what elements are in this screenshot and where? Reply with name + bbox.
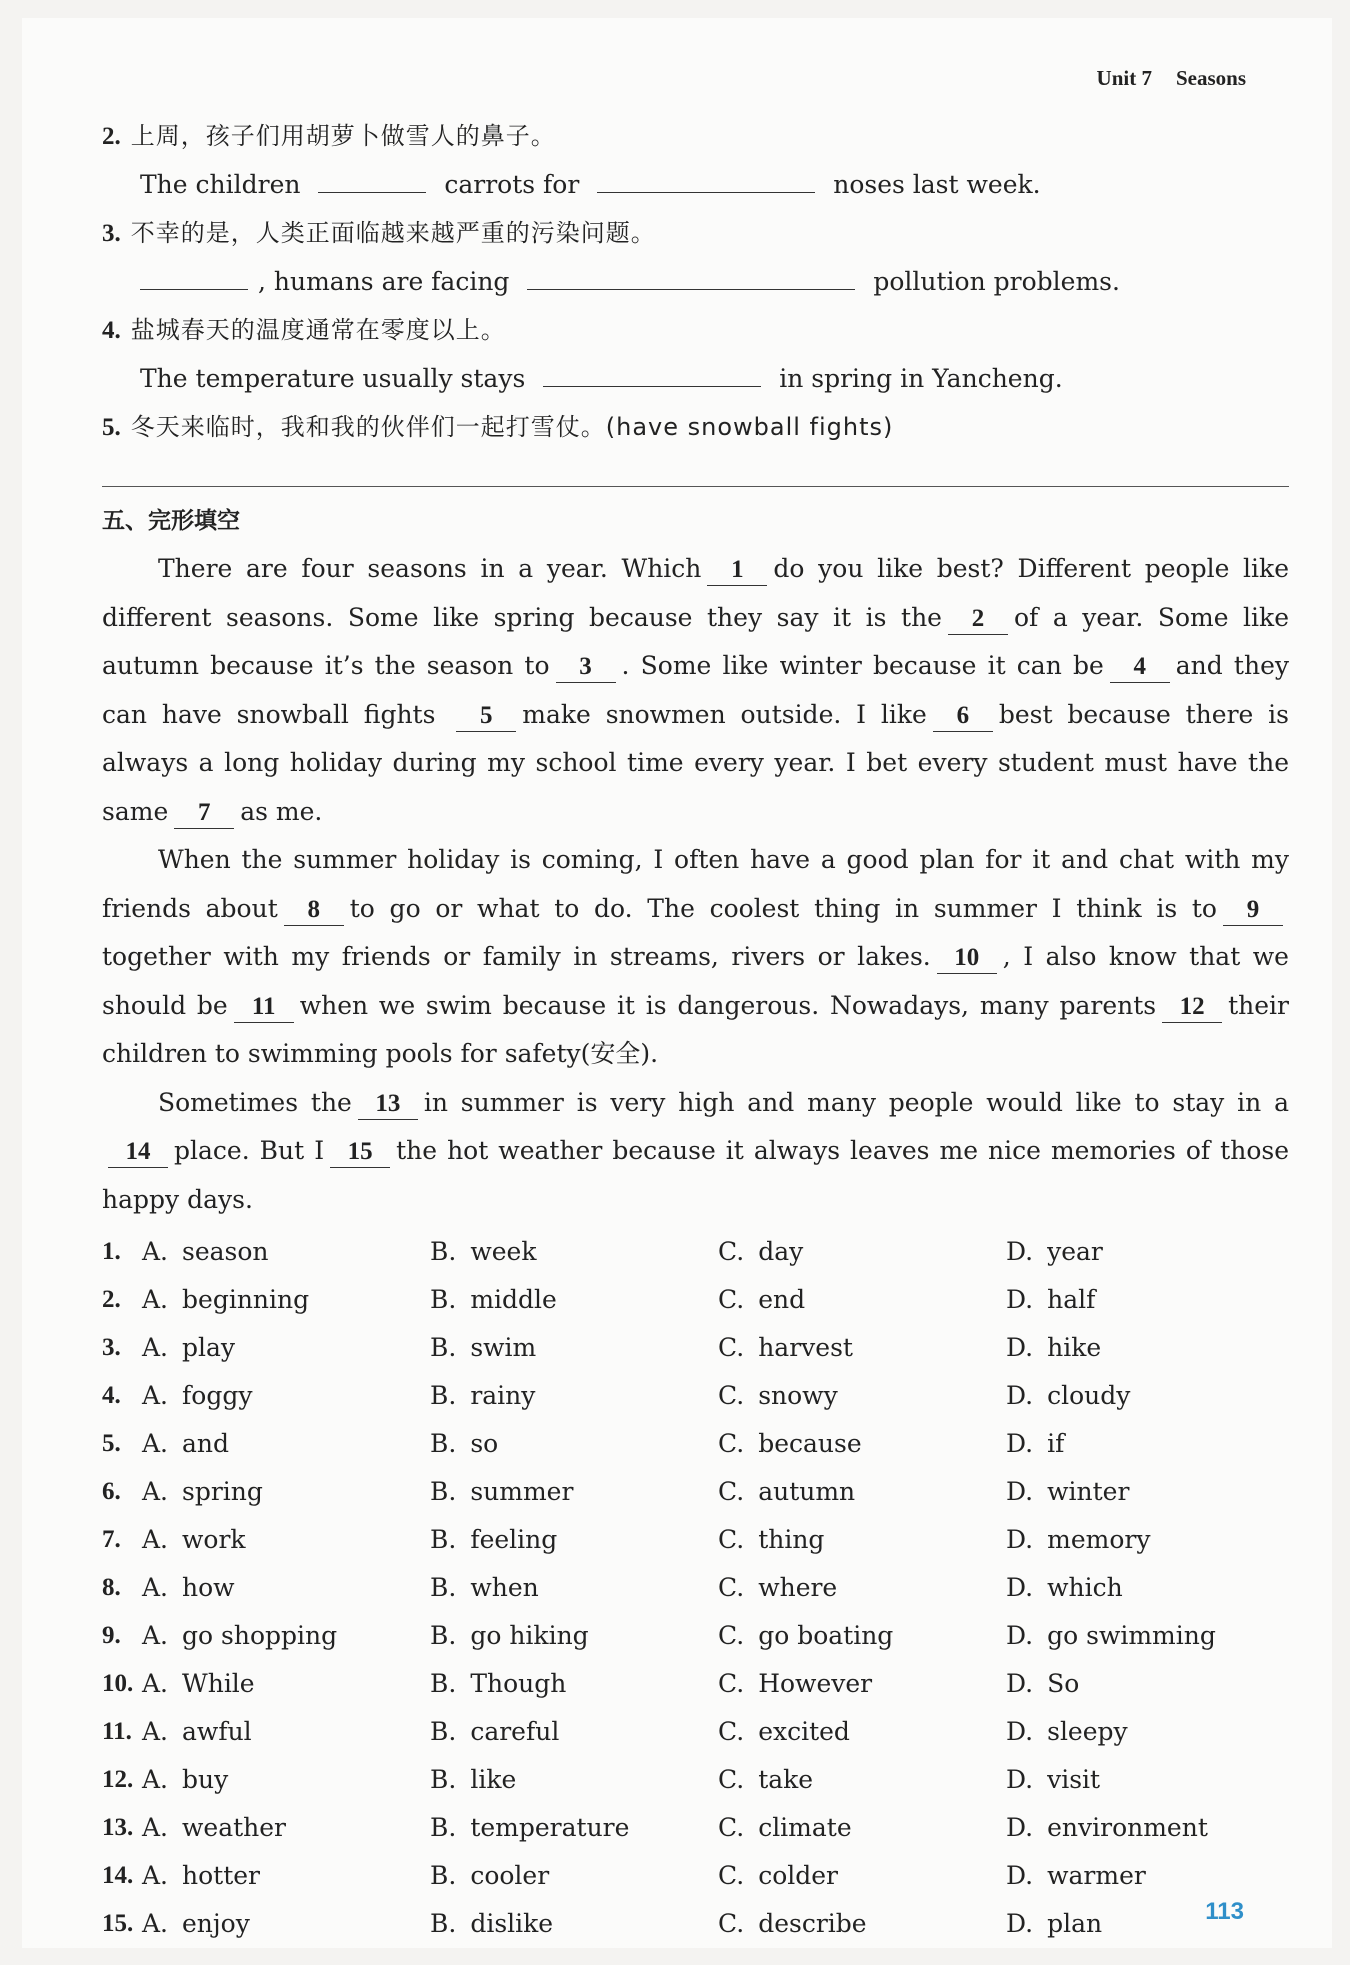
item-number: 2. xyxy=(102,123,121,150)
option-text: hike xyxy=(1047,1333,1102,1362)
option-c[interactable] xyxy=(718,1468,1006,1516)
options-list xyxy=(102,1228,1289,1948)
question-number: 1. xyxy=(102,1238,121,1265)
passage-text: make snowmen outside. I like xyxy=(522,699,927,729)
option-text: awful xyxy=(182,1717,252,1746)
option-row xyxy=(102,1612,1289,1660)
passage-text: as me. xyxy=(240,796,323,826)
option-letter: A. xyxy=(142,1669,169,1698)
option-letter: D. xyxy=(1006,1813,1034,1842)
option-text: dislike xyxy=(470,1909,554,1938)
option-letter: D. xyxy=(1006,1573,1034,1602)
question-number: 9. xyxy=(102,1622,121,1649)
chinese-sentence: 不幸的是，人类正面临越来越严重的污染问题。 xyxy=(130,219,656,247)
option-text: because xyxy=(758,1429,862,1458)
option-letter: C. xyxy=(718,1765,745,1794)
option-c[interactable] xyxy=(718,1756,1006,1804)
option-text: Though xyxy=(470,1669,567,1698)
option-letter: C. xyxy=(718,1621,745,1650)
option-letter: D. xyxy=(1006,1429,1034,1458)
passage-text: together with my friends or family in streams, rivers or lakes. xyxy=(102,942,931,971)
option-letter: A. xyxy=(142,1573,169,1602)
option-letter: A. xyxy=(142,1285,169,1314)
gap-12[interactable]: 12 xyxy=(1162,992,1222,1023)
option-text: spring xyxy=(182,1477,263,1506)
option-letter: C. xyxy=(718,1717,745,1746)
item-number: 5. xyxy=(102,414,121,441)
option-letter: D. xyxy=(1006,1237,1034,1266)
option-letter: B. xyxy=(430,1669,457,1698)
option-letter: B. xyxy=(430,1621,457,1650)
option-letter: D. xyxy=(1006,1765,1034,1794)
option-text: So xyxy=(1047,1669,1080,1698)
option-a[interactable] xyxy=(142,1228,430,1276)
option-c[interactable] xyxy=(718,1900,1006,1948)
answer-blank[interactable] xyxy=(543,364,761,387)
option-row xyxy=(102,1468,1289,1516)
cloze-paragraph-3 xyxy=(102,1079,1289,1225)
question-number: 14. xyxy=(102,1862,134,1889)
cloze-paragraph-2 xyxy=(102,836,1289,1079)
option-letter: C. xyxy=(718,1669,745,1698)
option-b[interactable] xyxy=(430,1708,718,1756)
answer-blank[interactable] xyxy=(597,170,815,193)
gap-5[interactable]: 5 xyxy=(456,701,516,732)
option-c[interactable] xyxy=(718,1612,1006,1660)
option-text: describe xyxy=(758,1909,867,1938)
option-d[interactable] xyxy=(1006,1228,1103,1276)
option-b[interactable] xyxy=(430,1276,718,1324)
gap-11[interactable]: 11 xyxy=(234,992,294,1023)
option-row xyxy=(102,1660,1289,1708)
option-text: year xyxy=(1047,1237,1103,1266)
option-text: colder xyxy=(758,1861,838,1890)
option-letter: A. xyxy=(142,1861,169,1890)
option-c[interactable] xyxy=(718,1804,1006,1852)
option-c[interactable] xyxy=(718,1372,1006,1420)
option-letter: B. xyxy=(430,1477,457,1506)
option-row xyxy=(102,1420,1289,1468)
question-number: 10. xyxy=(102,1670,134,1697)
option-a[interactable] xyxy=(142,1900,430,1948)
translation-item-3 xyxy=(102,209,1289,306)
option-b[interactable] xyxy=(430,1468,718,1516)
option-text: visit xyxy=(1047,1765,1101,1794)
option-a[interactable] xyxy=(142,1660,430,1708)
option-c[interactable] xyxy=(718,1228,1006,1276)
option-letter: D. xyxy=(1006,1333,1034,1362)
option-text: hotter xyxy=(182,1861,261,1890)
option-text: when xyxy=(470,1573,539,1602)
gap-13[interactable]: 13 xyxy=(358,1089,418,1120)
passage-text: There are four seasons in a year. Which xyxy=(158,554,702,583)
option-a[interactable] xyxy=(142,1468,430,1516)
option-letter: D. xyxy=(1006,1669,1034,1698)
option-b[interactable] xyxy=(430,1612,718,1660)
option-letter: D. xyxy=(1006,1525,1034,1554)
option-b[interactable] xyxy=(430,1564,718,1612)
question-number: 4. xyxy=(102,1382,121,1409)
option-a[interactable] xyxy=(142,1852,430,1900)
option-text: autumn xyxy=(758,1477,856,1506)
question-number: 2. xyxy=(102,1286,121,1313)
option-text: if xyxy=(1047,1429,1065,1458)
option-c[interactable] xyxy=(718,1660,1006,1708)
option-text: plan xyxy=(1047,1909,1103,1938)
cloze-paragraph-1 xyxy=(102,545,1289,836)
option-row xyxy=(102,1708,1289,1756)
option-d[interactable] xyxy=(1006,1420,1064,1468)
option-d[interactable] xyxy=(1006,1276,1095,1324)
option-c[interactable] xyxy=(718,1276,1006,1324)
option-text: weather xyxy=(182,1813,287,1842)
answer-line[interactable] xyxy=(102,452,1289,487)
header-unit: Unit 7 xyxy=(1096,66,1152,90)
english-fragment: in spring in Yancheng. xyxy=(779,364,1063,393)
option-text: temperature xyxy=(470,1813,630,1842)
option-letter: B. xyxy=(430,1765,457,1794)
gap-15[interactable]: 15 xyxy=(330,1137,390,1168)
option-letter: A. xyxy=(142,1381,169,1410)
option-letter: C. xyxy=(718,1285,745,1314)
option-text: winter xyxy=(1047,1477,1130,1506)
option-text: feeling xyxy=(470,1525,558,1554)
option-row xyxy=(102,1276,1289,1324)
option-c[interactable] xyxy=(718,1516,1006,1564)
option-text: rainy xyxy=(470,1381,536,1410)
option-letter: A. xyxy=(142,1237,169,1266)
option-text: warmer xyxy=(1047,1861,1146,1890)
option-b[interactable] xyxy=(430,1852,718,1900)
option-text: However xyxy=(758,1669,873,1698)
english-fragment: carrots for xyxy=(444,170,580,199)
option-d[interactable] xyxy=(1006,1900,1102,1948)
option-b[interactable] xyxy=(430,1516,718,1564)
option-a[interactable] xyxy=(142,1420,430,1468)
option-text: summer xyxy=(470,1477,574,1506)
option-row xyxy=(102,1372,1289,1420)
option-d[interactable] xyxy=(1006,1324,1101,1372)
item-number: 4. xyxy=(102,317,121,344)
option-text: how xyxy=(182,1573,235,1602)
option-text: excited xyxy=(758,1717,850,1746)
question-number: 11. xyxy=(102,1718,132,1745)
english-fragment: noses last week. xyxy=(833,170,1041,199)
english-fragment: The temperature usually stays xyxy=(140,364,526,393)
option-c[interactable] xyxy=(718,1708,1006,1756)
option-d[interactable] xyxy=(1006,1852,1146,1900)
option-letter: C. xyxy=(718,1333,745,1362)
option-text: climate xyxy=(758,1813,852,1842)
option-letter: B. xyxy=(430,1333,457,1362)
option-text: cloudy xyxy=(1047,1381,1131,1410)
option-letter: C. xyxy=(718,1573,745,1602)
option-text: harvest xyxy=(758,1333,853,1362)
option-text: foggy xyxy=(182,1381,253,1410)
option-a[interactable] xyxy=(142,1324,430,1372)
option-letter: D. xyxy=(1006,1381,1034,1410)
option-text: season xyxy=(182,1237,269,1266)
option-d[interactable] xyxy=(1006,1612,1216,1660)
option-row xyxy=(102,1228,1289,1276)
option-text: thing xyxy=(758,1525,825,1554)
gap-10[interactable]: 10 xyxy=(937,943,997,974)
question-number: 7. xyxy=(102,1526,121,1553)
option-text: go shopping xyxy=(182,1621,338,1650)
option-b[interactable] xyxy=(430,1756,718,1804)
option-text: swim xyxy=(470,1333,537,1362)
option-row xyxy=(102,1324,1289,1372)
option-text: beginning xyxy=(182,1285,310,1314)
gap-14[interactable]: 14 xyxy=(108,1137,168,1168)
gap-9[interactable]: 9 xyxy=(1223,895,1283,926)
option-letter: C. xyxy=(718,1861,745,1890)
english-fragment: , humans are facing xyxy=(258,267,510,296)
option-letter: A. xyxy=(142,1909,169,1938)
option-text: go swimming xyxy=(1047,1621,1216,1650)
option-letter: B. xyxy=(430,1237,457,1266)
translation-item-2 xyxy=(102,112,1289,209)
chinese-sentence: 上周，孩子们用胡萝卜做雪人的鼻子。 xyxy=(130,122,556,150)
option-letter: B. xyxy=(430,1717,457,1746)
passage-text: of a year. Some like autumn because it’s the season to xyxy=(102,602,1289,680)
option-d[interactable] xyxy=(1006,1564,1123,1612)
option-letter: B. xyxy=(430,1813,457,1842)
option-a[interactable] xyxy=(142,1276,430,1324)
option-letter: B. xyxy=(430,1861,457,1890)
gap-2[interactable]: 2 xyxy=(948,604,1008,635)
option-text: middle xyxy=(470,1285,557,1314)
option-text: sleepy xyxy=(1047,1717,1128,1746)
option-letter: C. xyxy=(718,1477,745,1506)
option-text: take xyxy=(758,1765,814,1794)
option-letter: B. xyxy=(430,1285,457,1314)
question-number: 15. xyxy=(102,1910,134,1937)
option-row xyxy=(102,1900,1289,1948)
option-letter: C. xyxy=(718,1429,745,1458)
translation-item-5 xyxy=(102,403,1289,487)
option-letter: A. xyxy=(142,1813,169,1842)
question-number: 13. xyxy=(102,1814,134,1841)
passage-text: and they can have snowball fights xyxy=(102,651,1289,729)
passage-text: . Some like winter because it can be xyxy=(621,651,1104,680)
option-letter: C. xyxy=(718,1525,745,1554)
question-number: 12. xyxy=(102,1766,134,1793)
option-letter: B. xyxy=(430,1573,457,1602)
option-b[interactable] xyxy=(430,1420,718,1468)
passage-text: to go or what to do. The coolest thing in summer I think is to xyxy=(349,893,1217,923)
gap-6[interactable]: 6 xyxy=(933,701,993,732)
option-b[interactable] xyxy=(430,1228,718,1276)
option-row xyxy=(102,1804,1289,1852)
option-d[interactable] xyxy=(1006,1804,1208,1852)
option-text: play xyxy=(182,1333,236,1362)
passage-text: their children to swimming pools for safety(安全). xyxy=(102,990,1289,1068)
answer-blank[interactable] xyxy=(140,267,248,290)
header-title: Seasons xyxy=(1175,66,1246,90)
gap-7[interactable]: 7 xyxy=(174,798,234,829)
option-letter: D. xyxy=(1006,1621,1034,1650)
option-letter: C. xyxy=(718,1237,745,1266)
option-text: day xyxy=(758,1237,804,1266)
option-c[interactable] xyxy=(718,1420,1006,1468)
option-text: go boating xyxy=(758,1621,894,1650)
option-letter: A. xyxy=(142,1765,169,1794)
option-text: and xyxy=(182,1429,230,1458)
option-letter: D. xyxy=(1006,1909,1034,1938)
option-letter: C. xyxy=(718,1381,745,1410)
option-letter: A. xyxy=(142,1525,169,1554)
option-letter: B. xyxy=(430,1381,457,1410)
answer-blank[interactable] xyxy=(318,170,426,193)
chinese-sentence: 冬天来临时，我和我的伙伴们一起打雪仗。(have snowball fights) xyxy=(130,413,894,441)
passage-text: in summer is very high and many people would like to stay in a xyxy=(423,1087,1289,1117)
option-a[interactable] xyxy=(142,1372,430,1420)
option-text: which xyxy=(1047,1573,1123,1602)
chinese-sentence: 盐城春天的温度通常在零度以上。 xyxy=(130,316,506,344)
page xyxy=(22,18,1332,1948)
option-text: like xyxy=(470,1765,517,1794)
section-title: 五、完形填空 xyxy=(102,508,240,534)
option-d[interactable] xyxy=(1006,1660,1079,1708)
option-a[interactable] xyxy=(142,1804,430,1852)
page-number: 113 xyxy=(1205,1898,1244,1925)
gap-1[interactable]: 1 xyxy=(707,555,767,586)
option-b[interactable] xyxy=(430,1660,718,1708)
option-letter: B. xyxy=(430,1525,457,1554)
option-a[interactable] xyxy=(142,1612,430,1660)
option-letter: C. xyxy=(718,1909,745,1938)
option-letter: B. xyxy=(430,1909,457,1938)
english-fragment: The children xyxy=(140,170,301,199)
english-fragment: pollution problems. xyxy=(873,267,1120,296)
option-text: environment xyxy=(1047,1813,1208,1842)
option-c[interactable] xyxy=(718,1324,1006,1372)
option-letter: D. xyxy=(1006,1285,1034,1314)
option-text: work xyxy=(182,1525,246,1554)
question-number: 8. xyxy=(102,1574,121,1601)
option-b[interactable] xyxy=(430,1324,718,1372)
option-text: careful xyxy=(470,1717,560,1746)
passage-text: when we swim because it is dangerous. Nowadays, many parents xyxy=(299,990,1157,1020)
option-letter: B. xyxy=(430,1429,457,1458)
item-number: 3. xyxy=(102,220,121,247)
option-a[interactable] xyxy=(142,1516,430,1564)
option-text: While xyxy=(182,1669,255,1698)
option-text: go hiking xyxy=(470,1621,589,1650)
option-letter: A. xyxy=(142,1429,169,1458)
option-text: buy xyxy=(182,1765,229,1794)
option-d[interactable] xyxy=(1006,1468,1129,1516)
option-letter: A. xyxy=(142,1621,169,1650)
option-a[interactable] xyxy=(142,1564,430,1612)
option-letter: D. xyxy=(1006,1717,1034,1746)
option-letter: A. xyxy=(142,1333,169,1362)
option-row xyxy=(102,1516,1289,1564)
option-text: where xyxy=(758,1573,838,1602)
option-c[interactable] xyxy=(718,1852,1006,1900)
gap-3[interactable]: 3 xyxy=(556,652,616,683)
option-letter: D. xyxy=(1006,1861,1034,1890)
option-text: memory xyxy=(1047,1525,1151,1554)
option-letter: A. xyxy=(142,1717,169,1746)
question-number: 3. xyxy=(102,1334,121,1361)
option-text: cooler xyxy=(470,1861,550,1890)
option-d[interactable] xyxy=(1006,1372,1130,1420)
gap-8[interactable]: 8 xyxy=(284,895,344,926)
option-d[interactable] xyxy=(1006,1708,1128,1756)
passage-text: the hot weather because it always leaves me nice memories of those happy days. xyxy=(102,1136,1289,1214)
option-text: snowy xyxy=(758,1381,838,1410)
option-a[interactable] xyxy=(142,1708,430,1756)
question-number: 5. xyxy=(102,1430,121,1457)
option-row xyxy=(102,1564,1289,1612)
option-b[interactable] xyxy=(430,1900,718,1948)
option-text: week xyxy=(470,1237,537,1266)
option-text: end xyxy=(758,1285,806,1314)
option-text: so xyxy=(470,1429,499,1458)
option-letter: D. xyxy=(1006,1477,1034,1506)
passage-text: When the summer holiday is coming, I often have a good plan for it and chat with my friends about xyxy=(102,845,1289,923)
running-header xyxy=(1073,66,1246,91)
passage-text: Sometimes the xyxy=(158,1087,352,1117)
option-d[interactable] xyxy=(1006,1756,1100,1804)
passage-text: best because there is always a long holiday during my school time every year. I bet every student must have the same xyxy=(102,699,1290,826)
option-text: half xyxy=(1047,1285,1096,1314)
option-b[interactable] xyxy=(430,1804,718,1852)
answer-blank[interactable] xyxy=(527,267,855,290)
option-row xyxy=(102,1852,1289,1900)
option-letter: C. xyxy=(718,1813,745,1842)
option-row xyxy=(102,1756,1289,1804)
translation-item-4 xyxy=(102,306,1289,403)
option-c[interactable] xyxy=(718,1564,1006,1612)
content xyxy=(102,112,1289,1948)
passage-text: place. But I xyxy=(174,1136,325,1165)
passage-text: do you like best? Different people like different seasons. Some like spring because they say it is the xyxy=(102,554,1289,632)
option-letter: A. xyxy=(142,1477,169,1506)
question-number: 6. xyxy=(102,1478,121,1505)
option-d[interactable] xyxy=(1006,1516,1150,1564)
passage-text: , I also know that we should be xyxy=(102,942,1289,1020)
gap-4[interactable]: 4 xyxy=(1110,652,1170,683)
option-a[interactable] xyxy=(142,1756,430,1804)
option-text: enjoy xyxy=(182,1909,250,1938)
option-b[interactable] xyxy=(430,1372,718,1420)
